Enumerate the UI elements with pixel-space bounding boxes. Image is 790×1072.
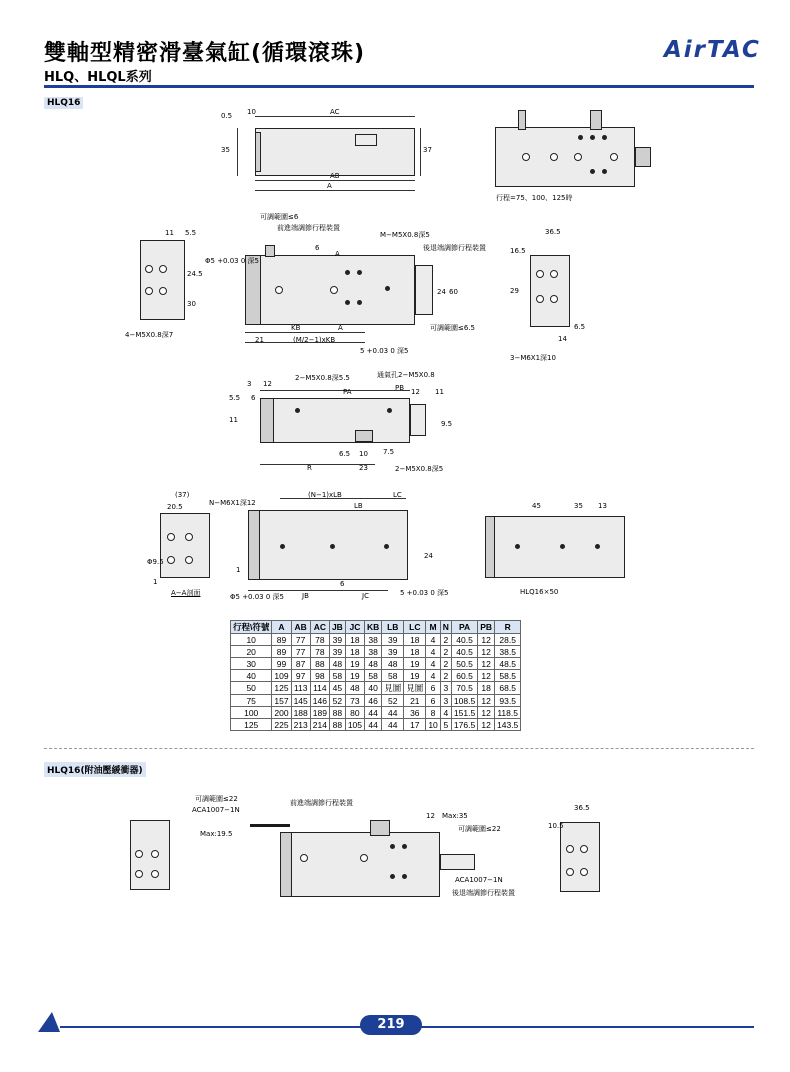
right-end-view: 36.5 16.5 29 6.5 14 3−M6X1深10 xyxy=(510,228,586,362)
table-row xyxy=(231,634,521,646)
table-cell: 125 xyxy=(231,719,272,731)
table-header-cell: PA xyxy=(451,621,477,634)
table-cell: 88 xyxy=(329,707,345,719)
table-cell: 145 xyxy=(291,695,310,707)
table-cell: 48.5 xyxy=(495,658,521,670)
table-cell: 19 xyxy=(404,670,426,682)
table-cell: 58 xyxy=(365,670,382,682)
table-cell: 2 xyxy=(440,670,451,682)
table-cell: 48 xyxy=(382,658,404,670)
table-row xyxy=(231,719,521,731)
table-cell: 77 xyxy=(291,634,310,646)
top-view-drawing: 0.5 10 AC 35 37 AB A xyxy=(221,108,432,190)
table-header-cell: M xyxy=(426,621,440,634)
table-header-cell: PB xyxy=(478,621,495,634)
s2-right-end-view: 36.5 10.5 xyxy=(548,800,618,900)
table-cell: 12 xyxy=(478,695,495,707)
brand-logo: AirTAC xyxy=(664,37,761,63)
table-cell: 12 xyxy=(478,707,495,719)
table-cell: 見圖 xyxy=(382,682,404,695)
table-cell: 4 xyxy=(426,658,440,670)
table-cell: 39 xyxy=(382,634,404,646)
s2-left-end-view xyxy=(125,815,175,895)
table-cell: 214 xyxy=(310,719,329,731)
table-cell: 50 xyxy=(231,682,272,695)
side-view-drawing xyxy=(490,105,660,205)
table-cell: 78 xyxy=(310,646,329,658)
table-cell: 93.5 xyxy=(495,695,521,707)
footer-logo-icon xyxy=(38,1012,60,1032)
table-cell: 52 xyxy=(382,695,404,707)
table-cell: 3 xyxy=(440,695,451,707)
table-cell: 5 xyxy=(440,719,451,731)
table-cell: 44 xyxy=(365,719,382,731)
table-cell: 48 xyxy=(329,658,345,670)
table-cell: 78 xyxy=(310,634,329,646)
table-cell: 20 xyxy=(231,646,272,658)
table-cell: 200 xyxy=(272,707,291,719)
table-cell: 8 xyxy=(426,707,440,719)
top-view-body xyxy=(255,128,415,176)
front-view-drawing: 可調範圍≤6 前進端調節行程裝置 M−M5X0.8深5 後退端調節行程裝置 Φ5 +0.03 0 深5 6 A 24 60 KB A 可調範圍≤6.5 21 (M/2−1)xKB 5 +0.03 0 深5 xyxy=(205,213,486,355)
variant-50-drawing: 45 35 13 HLQ16×50 xyxy=(480,498,630,603)
table-cell: 18 xyxy=(345,634,364,646)
table-cell: 19 xyxy=(345,658,364,670)
section-tag-hlq16-shock: HLQ16(附油壓緩衝器) xyxy=(44,762,146,777)
table-cell: 18 xyxy=(478,682,495,695)
table-cell: 44 xyxy=(365,707,382,719)
table-cell: 146 xyxy=(310,695,329,707)
table-cell: 108.5 xyxy=(451,695,477,707)
table-cell: 10 xyxy=(231,634,272,646)
table-cell: 113 xyxy=(291,682,310,695)
under-view-drawing: (N−1)xLB LC LB 24 1 Φ5 +0.03 0 深5 6 JB JC 5 +0.03 0 深5 xyxy=(230,491,449,601)
bottom-view-drawing: 3 12 2−M5X0.8深5.5 通氣孔2−M5X0.8 PB 12 11 PA 5.5 6 11 9.5 6.5 10 7.5 R 23 2−M5X0.8深5 xyxy=(229,371,453,473)
table-cell: 4 xyxy=(426,646,440,658)
table-cell: 89 xyxy=(272,646,291,658)
top-view-endplate xyxy=(255,132,261,172)
table-cell: 58 xyxy=(329,670,345,682)
section-tag-hlq16: HLQ16 xyxy=(44,97,83,109)
table-cell: 89 xyxy=(272,634,291,646)
header-rule xyxy=(44,85,754,88)
table-header-cell: LC xyxy=(404,621,426,634)
table-cell: 21 xyxy=(404,695,426,707)
table-row xyxy=(231,682,521,695)
table-cell: 12 xyxy=(478,670,495,682)
table-header-cell: JC xyxy=(345,621,364,634)
table-cell: 6 xyxy=(426,695,440,707)
table-cell: 40 xyxy=(365,682,382,695)
table-cell: 38 xyxy=(365,634,382,646)
table-cell: 40 xyxy=(231,670,272,682)
table-cell: 38.5 xyxy=(495,646,521,658)
table-cell: 見圖 xyxy=(404,682,426,695)
table-cell: 38 xyxy=(365,646,382,658)
table-cell: 18 xyxy=(345,646,364,658)
table-header-cell: N xyxy=(440,621,451,634)
series-subtitle: HLQ、HLQL系列 xyxy=(44,70,152,85)
table-cell: 2 xyxy=(440,658,451,670)
table-cell: 118.5 xyxy=(495,707,521,719)
table-header-cell: AC xyxy=(310,621,329,634)
page-title: 雙軸型精密滑臺氣缸(循環滾珠) xyxy=(44,41,366,66)
table-cell: 157 xyxy=(272,695,291,707)
top-view-block xyxy=(355,134,377,146)
table-cell: 189 xyxy=(310,707,329,719)
table-cell: 99 xyxy=(272,658,291,670)
table-cell: 48 xyxy=(345,682,364,695)
table-cell: 46 xyxy=(365,695,382,707)
table-cell: 75 xyxy=(231,695,272,707)
table-row xyxy=(231,695,521,707)
table-row xyxy=(231,670,521,682)
table-cell: 44 xyxy=(382,707,404,719)
table-cell: 105 xyxy=(345,719,364,731)
table-cell: 225 xyxy=(272,719,291,731)
table-cell: 48 xyxy=(365,658,382,670)
table-cell: 4 xyxy=(426,634,440,646)
table-cell: 2 xyxy=(440,634,451,646)
table-cell: 40.5 xyxy=(451,634,477,646)
table-cell: 213 xyxy=(291,719,310,731)
table-cell: 12 xyxy=(478,634,495,646)
table-header-cell: KB xyxy=(365,621,382,634)
table-cell: 97 xyxy=(291,670,310,682)
table-cell: 114 xyxy=(310,682,329,695)
table-cell: 50.5 xyxy=(451,658,477,670)
stroke-note: 行程=75、100、125時 xyxy=(496,194,573,202)
table-cell: 4 xyxy=(440,707,451,719)
table-cell: 12 xyxy=(478,658,495,670)
table-cell: 88 xyxy=(310,658,329,670)
table-cell: 44 xyxy=(382,719,404,731)
table-cell: 88 xyxy=(329,719,345,731)
table-header-cell: R xyxy=(495,621,521,634)
table-header-cell: JB xyxy=(329,621,345,634)
table-cell: 28.5 xyxy=(495,634,521,646)
table-header-cell: A xyxy=(272,621,291,634)
table-cell: 39 xyxy=(382,646,404,658)
table-cell: 18 xyxy=(404,634,426,646)
section-aa-title: A−A剖面 xyxy=(171,589,201,597)
table-header-cell: LB xyxy=(382,621,404,634)
table-cell: 30 xyxy=(231,658,272,670)
table-cell: 80 xyxy=(345,707,364,719)
left-end-view: 11 5.5 24.5 30 4−M5X0.8深7 xyxy=(125,229,203,339)
table-cell: 143.5 xyxy=(495,719,521,731)
table-cell: 87 xyxy=(291,658,310,670)
table-cell: 18 xyxy=(404,646,426,658)
table-cell: 3 xyxy=(440,682,451,695)
table-header-cell: AB xyxy=(291,621,310,634)
table-header-cell: 行程\符號 xyxy=(231,621,272,634)
table-cell: 12 xyxy=(478,646,495,658)
table-cell: 10 xyxy=(426,719,440,731)
table-cell: 12 xyxy=(478,719,495,731)
table-cell: 6 xyxy=(426,682,440,695)
s2-front-view-drawing: 可調範圍≤22 ACA1007−1N Max:19.5 前進端調節行程裝置 12 Max:35 可調範圍≤22 ACA1007−1N 後退端調節行程裝置 xyxy=(192,795,515,897)
table-cell: 45 xyxy=(329,682,345,695)
table-cell: 68.5 xyxy=(495,682,521,695)
table-cell: 39 xyxy=(329,646,345,658)
table-cell: 100 xyxy=(231,707,272,719)
table-cell: 58 xyxy=(382,670,404,682)
section-aa-drawing: (37) 20.5 N−M6X1深12 Φ9.5 1 A−A剖面 xyxy=(147,491,256,597)
variant-50-title: HLQ16×50 xyxy=(520,588,559,596)
table-cell: 77 xyxy=(291,646,310,658)
table-cell: 36 xyxy=(404,707,426,719)
table-cell: 176.5 xyxy=(451,719,477,731)
table-cell: 19 xyxy=(404,658,426,670)
table-cell: 4 xyxy=(426,670,440,682)
table-cell: 40.5 xyxy=(451,646,477,658)
table-row xyxy=(231,646,521,658)
page-number: 219 xyxy=(360,1015,422,1035)
table-cell: 151.5 xyxy=(451,707,477,719)
table-cell: 60.5 xyxy=(451,670,477,682)
section-divider xyxy=(44,748,754,749)
table-cell: 17 xyxy=(404,719,426,731)
table-row xyxy=(231,658,521,670)
table-cell: 73 xyxy=(345,695,364,707)
table-cell: 70.5 xyxy=(451,682,477,695)
table-cell: 2 xyxy=(440,646,451,658)
table-cell: 98 xyxy=(310,670,329,682)
table-cell: 19 xyxy=(345,670,364,682)
table-row xyxy=(231,707,521,719)
table-cell: 188 xyxy=(291,707,310,719)
table-cell: 52 xyxy=(329,695,345,707)
dimension-table xyxy=(230,620,521,731)
table-cell: 39 xyxy=(329,634,345,646)
table-cell: 125 xyxy=(272,682,291,695)
table-cell: 109 xyxy=(272,670,291,682)
table-cell: 58.5 xyxy=(495,670,521,682)
